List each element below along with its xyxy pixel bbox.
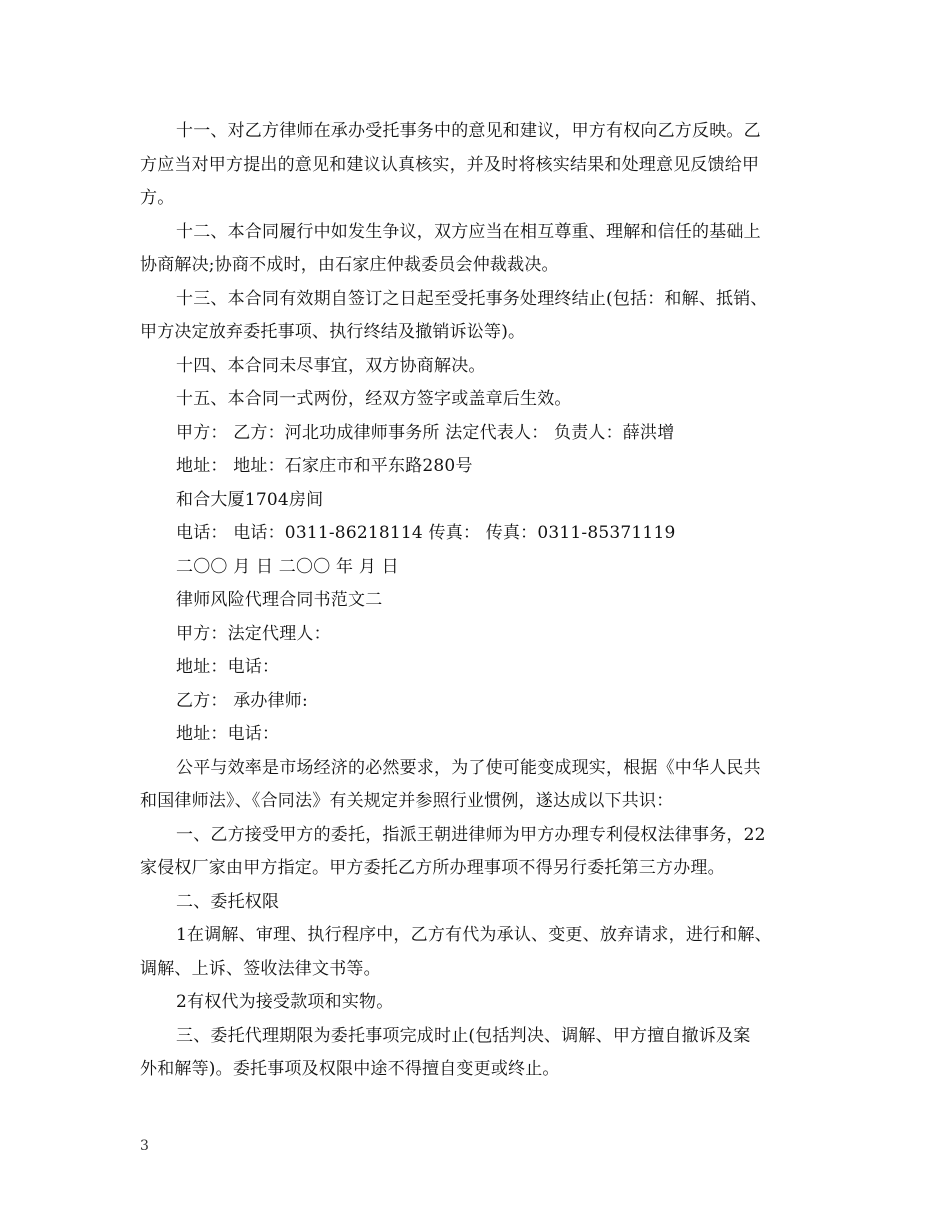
text-line: 一、乙方接受甲方的委托，指派王朝进律师为甲方办理专利侵权法律事务，22 xyxy=(176,824,766,845)
text-line: 方。 xyxy=(140,188,175,208)
text-line: 2有权代为接受款项和实物。 xyxy=(176,992,394,1012)
text-line: 外和解等)。委托事项及权限中途不得擅自变更或终止。 xyxy=(140,1059,560,1079)
text-line: 乙方： 承办律师: xyxy=(176,690,308,711)
text-line: 十四、本合同未尽事宜，双方协商解决。 xyxy=(176,355,486,376)
text-line: 地址：电话： xyxy=(176,724,280,744)
text-line: 十三、本合同有效期自签订之日起至受托事务处理终结止(包括：和解、抵销、 xyxy=(176,288,768,309)
text-line: 地址：电话： xyxy=(176,657,280,677)
text-line: 十五、本合同一式两份，经双方签字或盖章后生效。 xyxy=(176,389,572,409)
text-line: 1在调解、审理、执行程序中，乙方有代为承认、变更、放弃请求，进行和解、 xyxy=(176,925,772,945)
text-line: 甲方决定放弃委托事项、执行终结及撤销诉讼等)。 xyxy=(140,322,526,342)
text-line: 方应当对甲方提出的意见和建议认真核实，并及时将核实结果和处理意见反馈给甲 xyxy=(140,154,760,175)
text-line: 十二、本合同履行中如发生争议，双方应当在相互尊重、理解和信任的基础上 xyxy=(176,221,761,242)
text-line: 地址： 地址：石家庄市和平东路280号 xyxy=(176,456,473,476)
text-line: 调解、上诉、签收法律文书等。 xyxy=(140,958,381,979)
text-line: 公平与效率是市场经济的必然要求，为了使可能变成现实，根据《中华人民共 xyxy=(176,757,761,778)
text-line: 十一、对乙方律师在承办受托事务中的意见和建议，甲方有权向乙方反映。乙 xyxy=(176,121,761,141)
text-line: 和合大厦1704房间 xyxy=(176,489,324,510)
text-line: 三、委托代理期限为委托事项完成时止(包括判决、调解、甲方擅自撤诉及案 xyxy=(176,1025,751,1046)
text-line: 家侵权厂家由甲方指定。甲方委托乙方所办理事项不得另行委托第三方办理。 xyxy=(140,858,725,878)
document-body xyxy=(140,115,830,1087)
text-line: 二〇〇 月 日 二〇〇 年 月 日 xyxy=(176,556,399,577)
text-line: 律师风险代理合同书范文二 xyxy=(176,590,383,610)
text-line: 电话： 电话：0311-86218114 传真： 传真：0311-85371119 xyxy=(176,523,676,543)
page-number: 3 xyxy=(140,1138,149,1154)
text-line: 甲方：法定代理人： xyxy=(176,623,331,644)
text-line: 和国律师法》、《合同法》有关规定并参照行业惯例，遂达成以下共识： xyxy=(140,791,674,811)
text-line: 协商解决;协商不成时，由石家庄仲裁委员会仲裁裁决。 xyxy=(140,255,559,275)
text-line: 二、委托权限 xyxy=(176,891,280,912)
text-line: 甲方： 乙方：河北功成律师事务所 法定代表人： 负责人：薛洪增 xyxy=(176,422,675,443)
